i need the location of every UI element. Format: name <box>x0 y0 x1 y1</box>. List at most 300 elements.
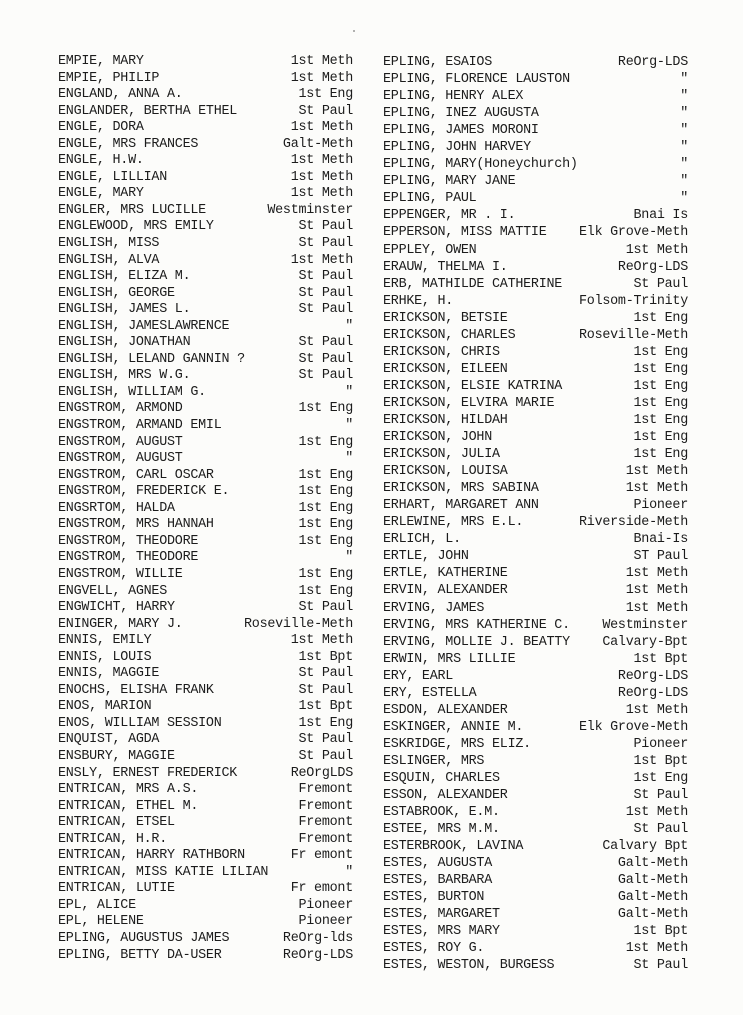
church-affiliation: 1st Meth <box>290 120 353 136</box>
church-affiliation: St Paul <box>298 682 353 698</box>
list-item <box>383 395 688 412</box>
list-item <box>58 302 353 319</box>
member-name: EMPIE, MARY <box>58 54 144 69</box>
list-item <box>58 617 353 634</box>
list-item <box>383 105 688 122</box>
member-name: ERB, MATHILDE CATHERINE <box>383 276 563 292</box>
member-name: ERLEWINE, MRS E.L. <box>383 515 524 531</box>
church-affiliation: 1st Eng <box>633 430 688 446</box>
list-item <box>383 855 688 872</box>
list-item <box>58 170 353 187</box>
list-item <box>383 668 688 685</box>
member-name: ERICKSON, HILDAH <box>383 412 508 428</box>
list-item <box>383 139 688 156</box>
list-item <box>383 600 688 617</box>
church-affiliation: " <box>680 157 688 173</box>
church-affiliation: Fr emont <box>290 881 353 897</box>
member-name: ESKINGER, ANNIE M. <box>383 719 524 735</box>
list-item <box>383 906 688 923</box>
member-name: ERTLE, KATHERINE <box>383 566 508 582</box>
list-item <box>383 548 688 565</box>
church-affiliation: 1st Meth <box>625 600 688 616</box>
list-item <box>58 799 353 816</box>
member-name: ENGLANDER, BERTHA ETHEL <box>58 103 238 119</box>
right-column <box>383 54 688 975</box>
church-affiliation: 1st Eng <box>298 566 353 582</box>
member-name: ENGSTROM, MRS HANNAH <box>58 517 214 533</box>
church-affiliation: ReOrg-LDS <box>617 259 688 275</box>
member-name: ENSBURY, MAGGIE <box>58 748 175 764</box>
member-name: EMPIE, PHILIP <box>58 70 160 86</box>
member-name: ENOCHS, ELISHA FRANK <box>58 682 214 698</box>
list-item <box>383 190 688 207</box>
member-name: ENGWICHT, HARRY <box>58 600 175 616</box>
church-affiliation: 1st Meth <box>625 481 688 497</box>
list-item <box>58 120 353 137</box>
list-item <box>58 269 353 286</box>
member-name: ENGSTROM, THEODORE <box>58 533 199 549</box>
list-item <box>383 719 688 736</box>
list-item <box>58 435 353 452</box>
church-affiliation: " <box>680 72 688 88</box>
church-affiliation: ReOrg-LDS <box>617 55 688 70</box>
church-affiliation: Fremont <box>298 831 353 847</box>
member-name: ESTERBROOK, LAVINA <box>383 839 524 855</box>
list-item <box>58 600 353 617</box>
member-name: ENNIS, EMILY <box>58 633 152 649</box>
list-item <box>383 838 688 855</box>
church-affiliation: 1st Eng <box>633 361 688 377</box>
church-affiliation: 1st Bpt <box>298 699 353 715</box>
church-affiliation: 1st Eng <box>298 434 353 450</box>
church-affiliation: " <box>345 318 353 334</box>
church-affiliation: ReOrgLDS <box>290 765 353 781</box>
member-name: ESLINGER, MRS <box>383 753 485 769</box>
list-item <box>58 699 353 716</box>
list-item <box>383 71 688 88</box>
list-item <box>58 782 353 799</box>
list-item <box>383 582 688 599</box>
church-affiliation: Elk Grove-Meth <box>579 719 688 735</box>
member-name: ENSLY, ERNEST FREDERICK <box>58 765 238 781</box>
member-name: ESQUIN, CHARLES <box>383 770 500 786</box>
member-name: ERICKSON, JOHN <box>383 430 492 446</box>
church-affiliation: St Paul <box>633 276 688 292</box>
church-affiliation: 1st Bpt <box>633 924 688 940</box>
member-name: ENGSTROM, AUGUST <box>58 434 183 450</box>
church-affiliation: Riverside-Meth <box>579 515 688 531</box>
list-item <box>383 957 688 974</box>
church-affiliation: St Paul <box>298 351 353 367</box>
list-item <box>58 749 353 766</box>
church-affiliation: 1st Eng <box>633 395 688 411</box>
church-affiliation: Elk Grove-Meth <box>579 225 688 241</box>
member-name: EPPENGER, MR . I. <box>383 208 516 224</box>
member-name: ENGLE, DORA <box>58 120 144 136</box>
member-name: ENGLISH, ALVA <box>58 252 160 268</box>
member-name: ESSON, ALEXANDER <box>383 788 508 804</box>
list-item <box>58 186 353 203</box>
member-name: EPLING, ESAIOS <box>383 55 492 70</box>
list-item <box>58 931 353 948</box>
member-name: ENGSTROM, CARL OSCAR <box>58 467 214 483</box>
church-affiliation: 1st Meth <box>625 566 688 582</box>
list-item <box>383 821 688 838</box>
list-item <box>58 368 353 385</box>
list-item <box>383 889 688 906</box>
church-affiliation: 1st Eng <box>633 378 688 394</box>
church-affiliation: " <box>680 140 688 156</box>
member-name: ENGVELL, AGNES <box>58 583 167 599</box>
church-affiliation: 1st Eng <box>298 500 353 516</box>
list-item <box>383 787 688 804</box>
member-name: ERAUW, THELMA I. <box>383 259 508 275</box>
member-name: ERWIN, MRS LILLIE <box>383 651 516 667</box>
church-affiliation: St Paul <box>298 236 353 252</box>
list-item <box>383 463 688 480</box>
member-name: EPLING, INEZ AUGUSTA <box>383 106 539 122</box>
member-name: ENGSTROM, FREDERICK E. <box>58 484 230 500</box>
church-affiliation: ReOrg-LDS <box>617 668 688 684</box>
member-name: ENGSTROM, ARMOND <box>58 401 183 417</box>
list-item <box>58 716 353 733</box>
church-affiliation: 1st Eng <box>633 344 688 360</box>
list-item <box>383 259 688 276</box>
church-affiliation: 1st Eng <box>298 87 353 103</box>
church-affiliation: Galt-Meth <box>617 907 688 923</box>
member-name: ENINGER, MARY J. <box>58 616 183 632</box>
church-affiliation: Roseville-Meth <box>579 327 688 343</box>
list-item <box>383 617 688 634</box>
church-affiliation: ST Paul <box>633 549 688 565</box>
member-name: ESKRIDGE, MRS ELIZ. <box>383 736 531 752</box>
member-name: EPLING, FLORENCE LAUSTON <box>383 72 570 88</box>
member-name: ESTES, BARBARA <box>383 873 492 889</box>
list-item <box>383 753 688 770</box>
list-item <box>383 327 688 344</box>
list-item <box>383 54 688 71</box>
list-item <box>58 385 353 402</box>
church-affiliation: St Paul <box>298 368 353 384</box>
church-affiliation: 1st Meth <box>625 941 688 957</box>
church-affiliation: Folsom-Trinity <box>579 293 688 309</box>
church-affiliation: Westminster <box>602 617 688 633</box>
list-item <box>58 567 353 584</box>
church-affiliation: ReOrg-lds <box>282 930 353 946</box>
member-name: ENGLISH, MRS W.G. <box>58 368 191 384</box>
member-name: ENTRICAN, MRS A.S. <box>58 782 199 798</box>
member-name: ESTES, WESTON, BURGESS <box>383 958 555 974</box>
member-name: ERY, ESTELLA <box>383 685 477 701</box>
member-name: ENTRICAN, ETSEL <box>58 815 175 831</box>
member-name: ENGLAND, ANNA A. <box>58 87 183 103</box>
church-affiliation: Pioneer <box>633 736 688 752</box>
list-item <box>58 650 353 667</box>
list-item <box>58 203 353 220</box>
list-item <box>58 253 353 270</box>
church-affiliation: 1st Meth <box>625 805 688 821</box>
member-name: ENTRICAN, LUTIE <box>58 881 175 897</box>
member-name: ESTES, AUGUSTA <box>383 856 492 872</box>
member-name: EPLING, MARY JANE <box>383 174 516 190</box>
list-item <box>383 923 688 940</box>
church-affiliation: 1st Eng <box>298 583 353 599</box>
member-name: ENGLE, H.W. <box>58 153 144 169</box>
list-item <box>58 732 353 749</box>
member-name: ENGLISH, JAMESLAWRENCE <box>58 318 230 334</box>
list-item <box>383 872 688 889</box>
member-name: ENGSTROM, THEODORE <box>58 550 199 566</box>
member-name: ENGSTROM, ARMAND EMIL <box>58 418 222 434</box>
church-affiliation: Pioneer <box>298 897 353 913</box>
church-affiliation: Fr emont <box>290 848 353 864</box>
member-name: ENGLISH, LELAND GANNIN ? <box>58 351 245 367</box>
church-affiliation: 1st Meth <box>290 169 353 185</box>
church-affiliation: St Paul <box>298 103 353 119</box>
list-item <box>58 881 353 898</box>
member-name: ERICKSON, CHARLES <box>383 327 516 343</box>
member-name: ESTES, MRS MARY <box>383 924 500 940</box>
list-item <box>383 224 688 241</box>
list-item <box>58 137 353 154</box>
list-item <box>383 156 688 173</box>
list-item <box>383 514 688 531</box>
member-name: ESTEE, MRS M.M. <box>383 822 500 838</box>
church-affiliation: Westminster <box>267 202 353 218</box>
member-name: ERICKSON, JULIA <box>383 447 500 463</box>
list-item <box>383 361 688 378</box>
church-affiliation: 1st Bpt <box>633 651 688 667</box>
church-affiliation: 1st Eng <box>298 467 353 483</box>
list-item <box>58 468 353 485</box>
church-affiliation: " <box>680 191 688 207</box>
church-affiliation: St Paul <box>298 335 353 351</box>
church-affiliation: 1st Meth <box>290 633 353 649</box>
list-item <box>383 531 688 548</box>
list-item <box>383 276 688 293</box>
member-name: EPPERSON, MISS MATTIE <box>383 225 547 241</box>
member-name: ENGLE, MARY <box>58 186 144 202</box>
list-item <box>383 412 688 429</box>
church-affiliation: " <box>680 174 688 190</box>
list-item <box>58 815 353 832</box>
church-affiliation: 1st Eng <box>298 484 353 500</box>
list-item <box>58 335 353 352</box>
church-affiliation: " <box>345 550 353 566</box>
list-item <box>58 501 353 518</box>
list-item <box>58 236 353 253</box>
church-affiliation: 1st Meth <box>290 186 353 202</box>
member-name: ENGLISH, JONATHAN <box>58 335 191 351</box>
church-affiliation: 1st Eng <box>633 447 688 463</box>
member-name: EPPLEY, OWEN <box>383 242 477 258</box>
church-affiliation: " <box>680 89 688 105</box>
member-name: ESTES, MARGARET <box>383 907 500 923</box>
list-item <box>383 736 688 753</box>
list-item <box>58 848 353 865</box>
list-item <box>383 310 688 327</box>
list-item <box>58 550 353 567</box>
list-item <box>383 207 688 224</box>
member-name: ENGLISH, MISS <box>58 236 160 252</box>
member-name: ERICKSON, ELVIRA MARIE <box>383 395 555 411</box>
member-name: EPLING, PAUL <box>383 191 477 207</box>
church-affiliation: Galt-Meth <box>617 890 688 906</box>
church-affiliation: 1st Eng <box>298 715 353 731</box>
member-name: ENGLISH, WILLIAM G. <box>58 384 206 400</box>
member-name: ERICKSON, CHRIS <box>383 344 500 360</box>
church-affiliation: St Paul <box>633 788 688 804</box>
list-item <box>58 319 353 336</box>
church-affiliation: St Paul <box>298 732 353 748</box>
church-affiliation: ReOrg-LDS <box>617 685 688 701</box>
member-name: ERLICH, L. <box>383 532 461 548</box>
list-item <box>58 865 353 882</box>
church-affiliation: 1st Eng <box>298 533 353 549</box>
member-name: ESTES, ROY G. <box>383 941 485 957</box>
member-name: ENGLISH, ELIZA M. <box>58 269 191 285</box>
left-column <box>58 54 353 964</box>
member-name: ERVING, JAMES <box>383 600 485 616</box>
church-affiliation: " <box>680 123 688 139</box>
church-affiliation: Calvary-Bpt <box>602 634 688 650</box>
member-name: ENGLE, MRS FRANCES <box>58 136 199 152</box>
church-affiliation: St Paul <box>298 285 353 301</box>
list-item <box>383 429 688 446</box>
church-affiliation: " <box>345 418 353 434</box>
list-item <box>58 401 353 418</box>
church-affiliation: Fremont <box>298 815 353 831</box>
list-item <box>58 898 353 915</box>
member-name: ENGSRTOM, HALDA <box>58 500 175 516</box>
list-item <box>58 484 353 501</box>
church-affiliation: St Paul <box>298 302 353 318</box>
church-affiliation: Fremont <box>298 798 353 814</box>
church-affiliation: Roseville-Meth <box>244 616 353 632</box>
member-name: ESDON, ALEXANDER <box>383 702 508 718</box>
member-name: ERVING, MOLLIE J. BEATTY <box>383 634 570 650</box>
church-affiliation: St Paul <box>298 666 353 682</box>
church-affiliation: 1st Meth <box>625 242 688 258</box>
church-affiliation: " <box>345 451 353 467</box>
church-affiliation: 1st Meth <box>625 583 688 599</box>
member-name: ENQUIST, AGDA <box>58 732 160 748</box>
church-affiliation: 1st Eng <box>298 401 353 417</box>
church-affiliation: " <box>680 106 688 122</box>
member-name: ENTRICAN, HARRY RATHBORN <box>58 848 245 864</box>
member-name: ENTRICAN, H.R. <box>58 831 167 847</box>
church-affiliation: Galt-Meth <box>282 136 353 152</box>
member-name: ERTLE, JOHN <box>383 549 469 565</box>
list-item <box>58 914 353 931</box>
list-item <box>58 87 353 104</box>
member-name: ENOS, MARION <box>58 699 152 715</box>
church-affiliation: " <box>345 384 353 400</box>
member-name: ENTRICAN, ETHEL M. <box>58 798 199 814</box>
member-name: EPL, HELENE <box>58 914 144 930</box>
list-item <box>58 534 353 551</box>
member-name: ENGLER, MRS LUCILLE <box>58 202 206 218</box>
member-name: ESTES, BURTON <box>383 890 485 906</box>
list-item <box>58 451 353 468</box>
church-affiliation: 1st Bpt <box>633 753 688 769</box>
church-affiliation: St Paul <box>633 958 688 974</box>
church-affiliation: Fremont <box>298 782 353 798</box>
member-name: ERICKSON, ELSIE KATRINA <box>383 378 563 394</box>
list-item <box>58 418 353 435</box>
list-item <box>383 378 688 395</box>
member-name: EPL, ALICE <box>58 897 136 913</box>
member-name: ERICKSON, BETSIE <box>383 310 508 326</box>
church-affiliation: Pioneer <box>633 498 688 514</box>
church-affiliation: St Paul <box>298 748 353 764</box>
list-item <box>58 71 353 88</box>
list-item <box>58 584 353 601</box>
list-item <box>58 517 353 534</box>
member-name: EPLING, AUGUSTUS JAMES <box>58 930 230 946</box>
member-name: ERY, EARL <box>383 668 454 684</box>
church-affiliation: St Paul <box>298 269 353 285</box>
list-item <box>58 633 353 650</box>
church-affiliation: St Paul <box>633 822 688 838</box>
list-item <box>383 446 688 463</box>
member-name: EPLING, JOHN HARVEY <box>383 140 531 156</box>
church-affiliation: Bnai Is <box>633 208 688 224</box>
list-item <box>383 702 688 719</box>
member-name: ENGSTROM, WILLIE <box>58 566 183 582</box>
paper-speck <box>353 30 355 32</box>
church-affiliation: Bnai-Is <box>633 532 688 548</box>
list-item <box>383 242 688 259</box>
list-item <box>383 173 688 190</box>
member-name: EPLING, HENRY ALEX <box>383 89 524 105</box>
member-name: ERHART, MARGARET ANN <box>383 498 539 514</box>
list-item <box>383 565 688 582</box>
member-name: ERICKSON, EILEEN <box>383 361 508 377</box>
list-item <box>58 832 353 849</box>
church-affiliation: 1st Meth <box>290 153 353 169</box>
church-affiliation: St Paul <box>298 600 353 616</box>
church-affiliation: 1st Eng <box>633 770 688 786</box>
list-item <box>383 88 688 105</box>
list-item <box>383 122 688 139</box>
church-affiliation: 1st Eng <box>633 412 688 428</box>
list-item <box>58 104 353 121</box>
church-affiliation: 1st Eng <box>298 517 353 533</box>
list-item <box>383 651 688 668</box>
church-affiliation: Galt-Meth <box>617 873 688 889</box>
list-item <box>383 634 688 651</box>
member-name: ERVING, MRS KATHERINE C. <box>383 617 570 633</box>
church-affiliation: Calvary Bpt <box>602 839 688 855</box>
church-affiliation: 1st Meth <box>625 702 688 718</box>
list-item <box>383 685 688 702</box>
member-name: ENGSTROM, AUGUST <box>58 451 183 467</box>
member-name: ENNIS, MAGGIE <box>58 666 160 682</box>
member-name: ERICKSON, MRS SABINA <box>383 481 539 497</box>
list-item <box>58 153 353 170</box>
church-affiliation: 1st Meth <box>290 252 353 268</box>
member-name: ERHKE, H. <box>383 293 454 309</box>
church-affiliation: 1st Meth <box>625 464 688 480</box>
list-item <box>58 352 353 369</box>
church-affiliation: Galt-Meth <box>617 856 688 872</box>
list-item <box>383 293 688 310</box>
list-item <box>58 666 353 683</box>
member-name: ERICKSON, LOUISA <box>383 464 508 480</box>
church-affiliation: 1st Meth <box>290 70 353 86</box>
list-item <box>383 940 688 957</box>
